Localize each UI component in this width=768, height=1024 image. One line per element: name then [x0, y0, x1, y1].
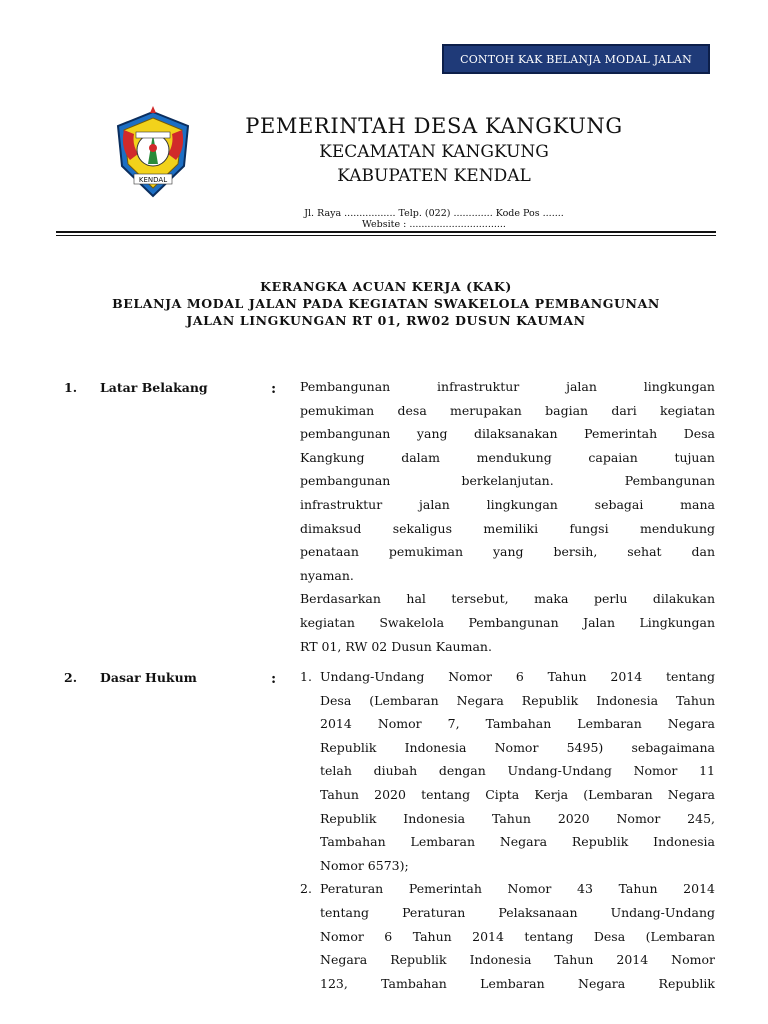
document-title: KERANGKA ACUAN KERJA (KAK): [260, 279, 512, 294]
text-line: pemukiman desa merupakan bagian dari kegiatan: [300, 402, 715, 418]
section-colon: :: [271, 381, 277, 397]
government-name: PEMERINTAH DESA KANGKUNG: [245, 114, 623, 138]
text-line: pembangunan berkelanjutan. Pembangunan: [300, 473, 715, 489]
text-line: Nomor 6573);: [320, 857, 409, 873]
text-line: pembangunan yang dilaksanakan Pemerintah Desa: [300, 426, 715, 442]
district-name: KECAMATAN KANGKUNG: [319, 142, 549, 162]
document-subtitle-2: JALAN LINGKUNGAN RT 01, RW02 DUSUN KAUMAN: [186, 313, 586, 328]
text-line: dimaksud sekaligus memiliki fungsi mendukung: [300, 520, 715, 536]
text-line: Republik Indonesia Nomor 5495) sebagaimana: [320, 739, 715, 755]
latar-belakang-text: [300, 375, 715, 658]
regency-name: KABUPATEN KENDAL: [337, 166, 531, 186]
contact-address: Jl. Raya ................. Telp. (022) ............. Kode Pos .......: [304, 208, 564, 219]
list-item: [300, 665, 715, 877]
text-line: RT 01, RW 02 Dusun Kauman.: [300, 638, 492, 654]
text-line: Negara Republik Indonesia Tahun 2014 Nomor: [320, 952, 715, 968]
list-item-number: 1.: [300, 669, 312, 684]
section-label-latar-belakang: Latar Belakang: [100, 380, 208, 395]
list-item-number: 2.: [300, 881, 312, 897]
svg-text:KENDAL: KENDAL: [138, 176, 168, 184]
kendal-regency-emblem: [112, 104, 194, 200]
section-number: 1.: [64, 380, 78, 395]
text-line: tentang Peraturan Pelaksanaan Undang-Undang: [320, 904, 715, 920]
text-line: 2014 Nomor 7, Tambahan Lembaran Negara: [320, 716, 715, 732]
document-label-badge: CONTOH KAK BELANJA MODAL JALAN: [442, 44, 710, 74]
text-line: telah diubah dengan Undang-Undang Nomor 11: [320, 763, 715, 779]
text-line: 123, Tambahan Lembaran Negara Republik: [320, 975, 715, 991]
contact-website: Website : ................................: [362, 219, 506, 230]
text-line: Peraturan Pemerintah Nomor 43 Tahun 2014: [320, 881, 715, 897]
section-colon: :: [271, 671, 277, 687]
text-line: Undang-Undang Nomor 6 Tahun 2014 tentang: [320, 669, 715, 684]
list-item: [300, 877, 715, 995]
text-line: Republik Indonesia Tahun 2020 Nomor 245,: [320, 810, 715, 826]
text-line: Berdasarkan hal tersebut, maka perlu dilakukan: [300, 591, 715, 607]
text-line: penataan pemukiman yang bersih, sehat dan: [300, 544, 715, 560]
text-line: nyaman.: [300, 567, 354, 583]
text-line: kegiatan Swakelola Pembangunan Jalan Lingkungan: [300, 614, 715, 630]
text-line: Pembangunan infrastruktur jalan lingkungan: [300, 379, 715, 394]
letterhead-rule-thick: [56, 231, 716, 233]
text-line: Nomor 6 Tahun 2014 tentang Desa (Lembaran: [320, 928, 715, 944]
text-line: Tambahan Lembaran Negara Republik Indonesia: [320, 834, 715, 850]
letterhead-rule-thin: [56, 235, 716, 236]
dasar-hukum-list: [300, 665, 715, 995]
text-line: Kangkung dalam mendukung capaian tujuan: [300, 449, 715, 465]
section-number: 2.: [64, 670, 78, 685]
text-line: Desa (Lembaran Negara Republik Indonesia Tahun: [320, 692, 715, 708]
text-line: infrastruktur jalan lingkungan sebagai mana: [300, 496, 715, 512]
section-label-dasar-hukum: Dasar Hukum: [100, 670, 197, 685]
text-line: Tahun 2020 tentang Cipta Kerja (Lembaran Negara: [320, 786, 715, 802]
document-subtitle-1: BELANJA MODAL JALAN PADA KEGIATAN SWAKELOLA PEMBANGUNAN: [112, 296, 660, 311]
